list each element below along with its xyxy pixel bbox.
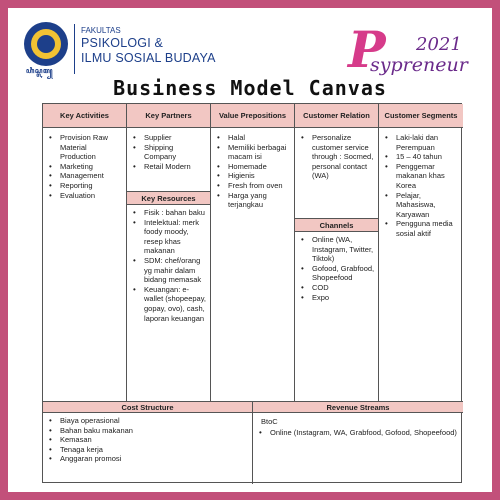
list-item: • Biaya operasional bbox=[43, 416, 252, 426]
customer-relation-list bbox=[295, 133, 378, 181]
list-item: • Management bbox=[43, 171, 126, 181]
brand-year: 2021 bbox=[416, 34, 462, 55]
list-item: • Intelektual: merk foody moody, resep khas makanan bbox=[127, 218, 210, 256]
list-item: • Provision Raw Material Production bbox=[43, 133, 126, 162]
list-item: • COD bbox=[295, 283, 378, 293]
key-activities-block bbox=[43, 104, 127, 402]
list-item: • Pelajar, Mahasiswa, Karyawan bbox=[379, 191, 463, 220]
list-item: • Memiliki berbagai macam isi bbox=[211, 143, 294, 162]
cost-structure-list bbox=[43, 416, 252, 464]
customer-segments-header: Customer Segments bbox=[379, 104, 463, 128]
list-item: • Fresh from oven bbox=[211, 181, 294, 191]
key-activities-header: Key Activities bbox=[43, 104, 126, 128]
list-item: • Laki-laki dan Perempuan bbox=[379, 133, 463, 152]
revenue-streams-header: Revenue Streams bbox=[253, 402, 463, 413]
faculty-name-line2: ILMU SOSIAL BUDAYA bbox=[81, 51, 216, 65]
psypreneur-logo bbox=[348, 20, 488, 79]
revenue-streams-list bbox=[253, 428, 463, 438]
customer-segments-block bbox=[379, 104, 463, 402]
faculty-label: FAKULTAS bbox=[81, 26, 121, 35]
key-partners-block bbox=[127, 104, 211, 192]
list-item: • Kemasan bbox=[43, 435, 252, 445]
list-item: • Evaluation bbox=[43, 191, 126, 201]
university-script: ꦲꦶꦱ꧀ꦭꦩ꧀ bbox=[26, 68, 54, 75]
brand-word: sypreneur bbox=[370, 54, 468, 76]
list-item: • Fisik : bahan baku bbox=[127, 208, 210, 218]
list-item: • Reporting bbox=[43, 181, 126, 191]
list-item: • Homemade bbox=[211, 162, 294, 172]
cost-structure-header: Cost Structure bbox=[43, 402, 252, 413]
header-divider bbox=[74, 24, 75, 74]
list-item: • Penggemar makanan khas Korea bbox=[379, 162, 463, 191]
list-item: • Gofood, Grabfood, Shopeefood bbox=[295, 264, 378, 283]
list-item: • Expo bbox=[295, 293, 378, 303]
revenue-streams-block bbox=[253, 402, 463, 484]
list-item: • Supplier bbox=[127, 133, 210, 143]
value-propositions-list bbox=[211, 133, 294, 210]
list-item: • Higienis bbox=[211, 171, 294, 181]
list-item: • Bahan baku makanan bbox=[43, 426, 252, 436]
list-item: • Shipping Company bbox=[127, 143, 210, 162]
channels-block bbox=[295, 219, 379, 402]
list-item: • Personalize customer service through : Socmed, personal contact (WA) bbox=[295, 133, 378, 181]
university-emblem-icon bbox=[24, 22, 68, 66]
list-item: • SDM: chef/orang yg mahir dalam bidang memasak bbox=[127, 256, 210, 285]
key-resources-header: Key Resources bbox=[127, 192, 210, 205]
cost-structure-block bbox=[43, 402, 253, 484]
list-item: • Halal bbox=[211, 133, 294, 143]
customer-relation-header: Customer Relation bbox=[295, 104, 378, 128]
revenue-streams-intro: BtoC bbox=[261, 417, 278, 426]
list-item: • Marketing bbox=[43, 162, 126, 172]
key-resources-block bbox=[127, 192, 211, 402]
list-item: • Anggaran promosi bbox=[43, 454, 252, 464]
poster-card bbox=[8, 8, 492, 492]
customer-segments-list bbox=[379, 133, 463, 239]
key-partners-header: Key Partners bbox=[127, 104, 210, 128]
key-resources-list bbox=[127, 208, 210, 323]
faculty-name-line1: PSIKOLOGI & bbox=[81, 36, 164, 50]
channels-list bbox=[295, 235, 378, 302]
value-propositions-block bbox=[211, 104, 295, 402]
list-item: • Keuangan: e-wallet (shopeepay, gopay, ovo), cash, laporan keuangan bbox=[127, 285, 210, 323]
list-item: • Online (Instagram, WA, Grabfood, Gofood, Shopeefood) bbox=[253, 428, 463, 438]
list-item: • Harga yang terjangkau bbox=[211, 191, 294, 210]
list-item: • Retail Modern bbox=[127, 162, 210, 172]
list-item: • Online (WA, Instagram, Twitter, Tiktok) bbox=[295, 235, 378, 264]
key-partners-list bbox=[127, 133, 210, 171]
list-item: • 15 – 40 tahun bbox=[379, 152, 463, 162]
value-propositions-header: Value Prepositions bbox=[211, 104, 294, 128]
page-title: Business Model Canvas bbox=[113, 76, 387, 100]
list-item: • Pengguna media sosial aktif bbox=[379, 219, 463, 238]
list-item: • Tenaga kerja bbox=[43, 445, 252, 455]
brand-letter: P bbox=[348, 20, 386, 79]
key-activities-list bbox=[43, 133, 126, 200]
business-model-canvas bbox=[42, 103, 462, 483]
customer-relation-block bbox=[295, 104, 379, 219]
channels-header: Channels bbox=[295, 219, 378, 232]
